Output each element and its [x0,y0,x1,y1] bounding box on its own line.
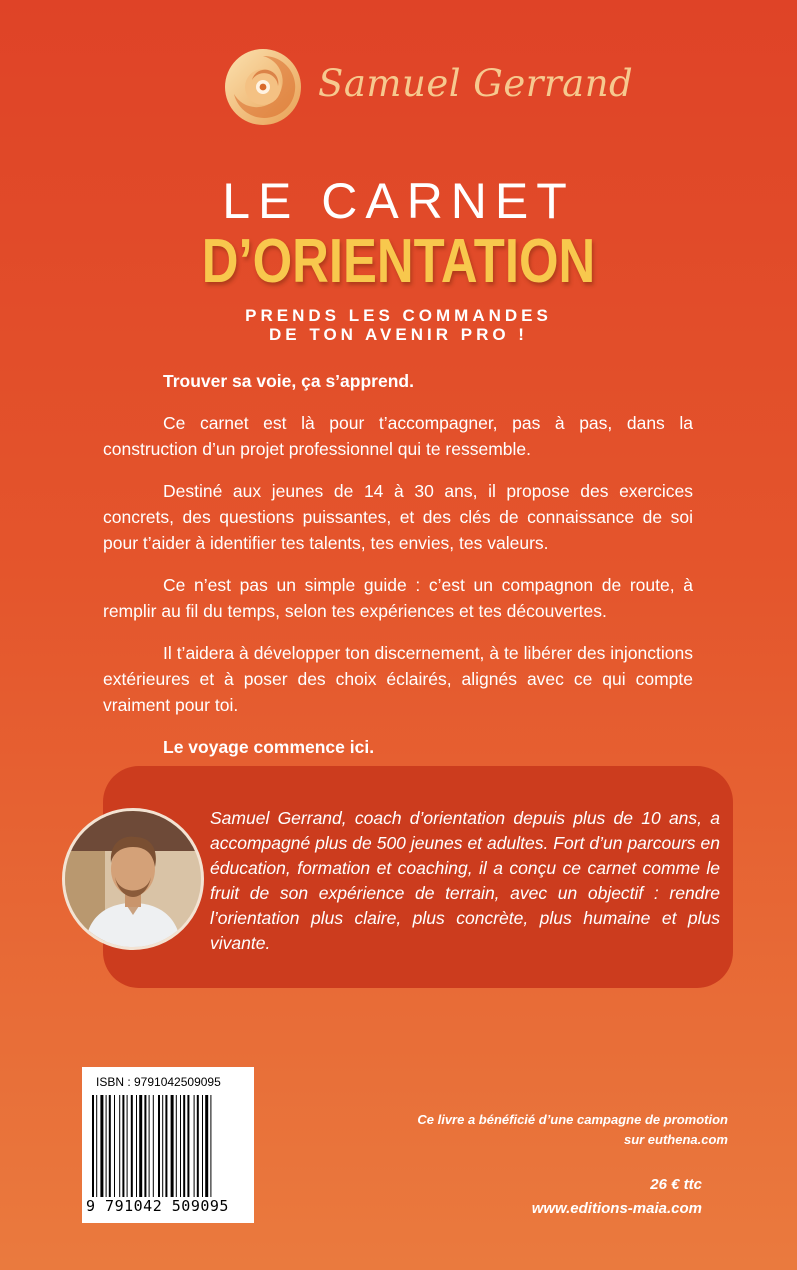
blurb-paragraph: Ce carnet est là pour t’accompagner, pas à pas, dans la construction d’un projet professionnel qui te ressemble. [103,413,693,459]
blurb-paragraph: Le voyage commence ici. [163,737,375,757]
promo-line-2: sur euthena.com [623,1132,728,1147]
subtitle-line-2: DE TON AVENIR PRO ! [269,325,528,344]
subtitle-line-1: PRENDS LES COMMANDES [245,306,552,325]
author-portrait-icon [65,811,201,947]
blurb-paragraph: Trouver sa voie, ça s’apprend. [163,371,414,391]
price: 26 € ttc [650,1176,702,1193]
author-photo [62,808,204,950]
isbn-label: ISBN : 9791042509095 [96,1075,221,1089]
publisher-website: www.editions-maia.com [531,1200,702,1217]
subtitle [0,306,797,344]
blurb-paragraph: Ce n’est pas un simple guide : c’est un compagnon de route, à remplir au fil du temps, selon tes expériences et tes découvertes. [103,575,693,621]
publisher-logo [222,46,634,128]
blurb [103,368,693,776]
blurb-paragraph: Il t’aidera à développer ton discernement, à te libérer des injonctions extérieures et à poser des choix éclairés, alignés avec ce qui compte vraiment pour toi. [103,643,693,715]
barcode-panel [82,1067,254,1223]
promo-line-1: Ce livre a bénéficié d’une campagne de promotion [417,1112,728,1127]
swirl-logo-icon [222,46,304,128]
author-bio: Samuel Gerrand, coach d’orientation depuis plus de 10 ans, a accompagné plus de 500 jeunes et adultes. Fort d’un parcours en éducation, formation et coaching, il a conçu ce carnet comme le fruit de son expérience de terrain, avec un objectif : rendre l’orientation plus claire, plus concrète, plus humaine et plus vivante. [210,808,720,953]
author-name: Samuel Gerrand [318,62,634,105]
title-line-1: LE CARNET [222,173,575,229]
title-line-2: D’ORIENTATION [201,227,596,296]
isbn-digits: 9 791042 509095 [86,1197,229,1215]
barcode-icon [92,1095,244,1197]
blurb-paragraph: Destiné aux jeunes de 14 à 30 ans, il propose des exercices concrets, des questions puissantes, et des clés de connaissance de soi pour t’aider à identifier tes talents, tes envies, tes valeurs. [103,481,693,553]
promo-note [417,1110,728,1150]
